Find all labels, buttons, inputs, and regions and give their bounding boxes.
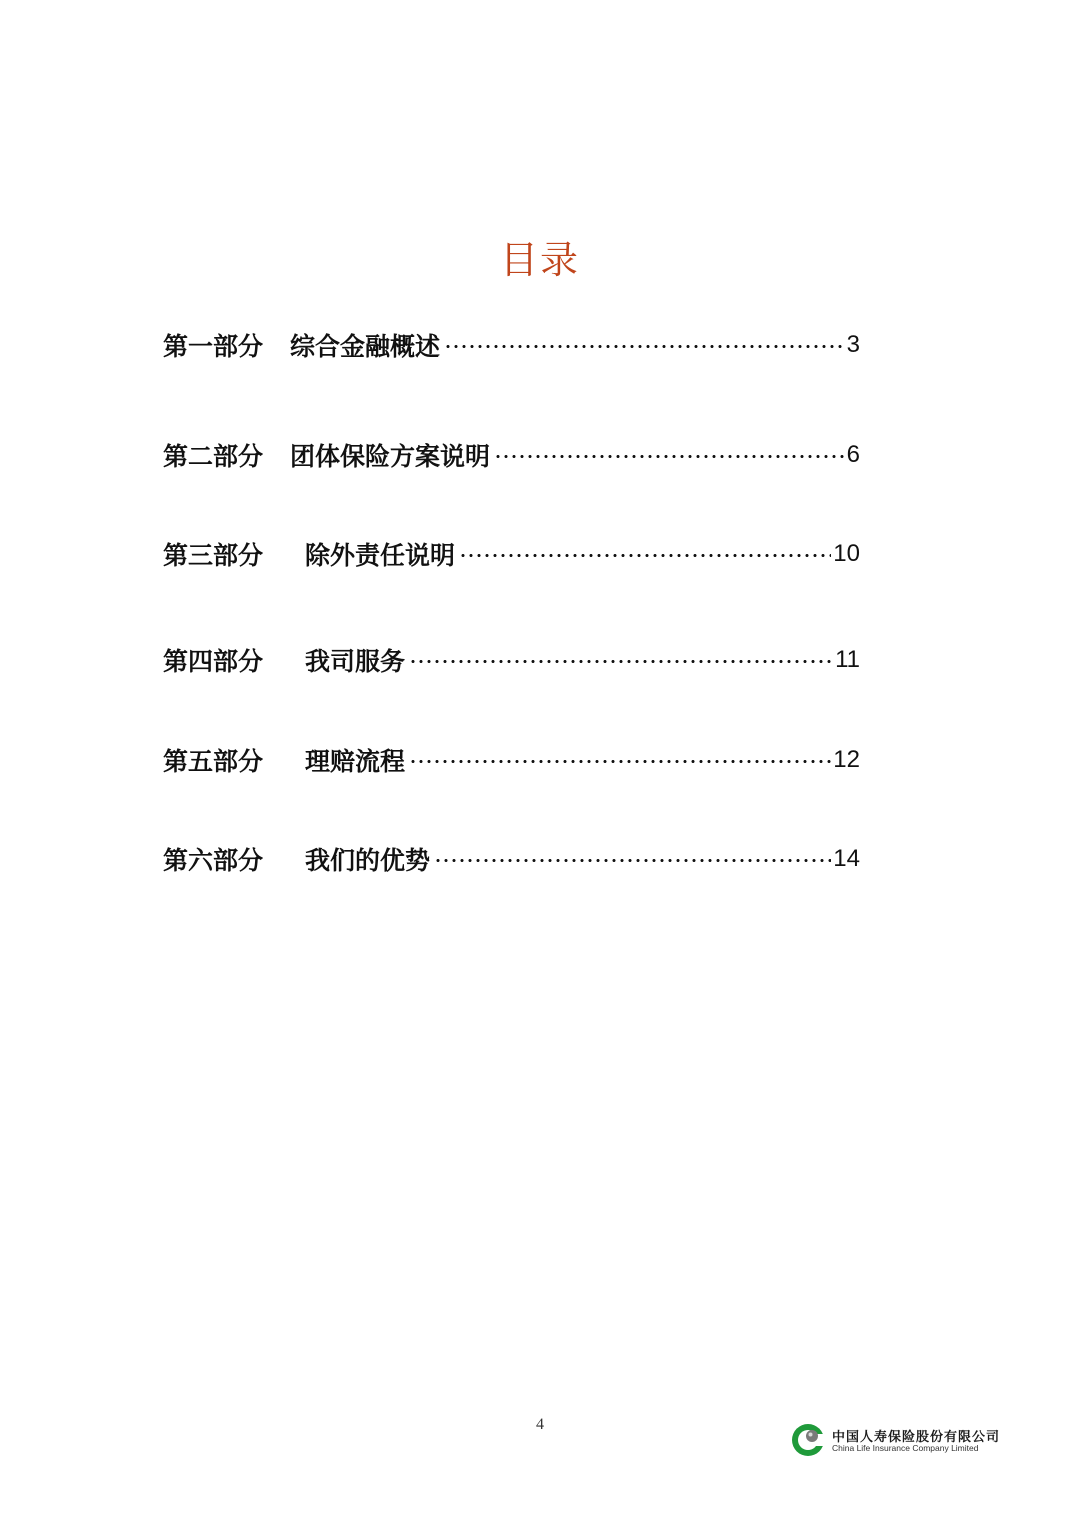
toc-entry[interactable]	[163, 839, 860, 879]
toc-entry[interactable]	[163, 640, 860, 680]
toc-entry[interactable]	[163, 534, 860, 574]
toc-leader-dots	[444, 345, 845, 348]
toc-leader-dots	[494, 455, 845, 458]
page-number: 4	[536, 1416, 544, 1433]
toc-section-name: 团体保险方案说明	[290, 442, 491, 471]
toc-section-name: 我们的优势	[305, 846, 431, 875]
toc-title: 目录	[499, 238, 580, 282]
toc-page-number: 10	[833, 540, 860, 567]
toc-page-number: 6	[846, 441, 860, 468]
toc-part-label: 第六部分	[163, 846, 264, 875]
toc-leader-dots	[459, 554, 831, 557]
toc-leader-dots	[409, 660, 833, 663]
toc-page-number: 11	[835, 646, 860, 673]
toc-entry[interactable]	[163, 435, 860, 475]
toc-page-number: 12	[833, 746, 860, 773]
toc-part-label: 第一部分	[163, 332, 264, 361]
toc-part-label: 第二部分	[163, 442, 264, 471]
toc-section-name: 综合金融概述	[290, 332, 441, 361]
toc-page-number: 3	[846, 331, 860, 358]
toc-part-label: 第四部分	[163, 647, 264, 676]
toc-entry[interactable]	[163, 325, 860, 365]
toc-page-number: 14	[833, 845, 860, 872]
toc-section-name: 理赔流程	[305, 747, 406, 776]
company-name-cn: 中国人寿保险股份有限公司	[832, 1430, 1001, 1445]
company-logo	[790, 1420, 1050, 1460]
toc-leader-dots	[409, 760, 831, 763]
company-name-en: China Life Insurance Company Limited	[832, 1443, 979, 1453]
toc-leader-dots	[434, 859, 831, 862]
toc-entry[interactable]	[163, 740, 860, 780]
toc-section-name: 除外责任说明	[305, 541, 456, 570]
toc-part-label: 第五部分	[163, 747, 264, 776]
toc-part-label: 第三部分	[163, 541, 264, 570]
china-life-logo-icon	[790, 1422, 826, 1458]
toc-section-name: 我司服务	[305, 647, 406, 676]
